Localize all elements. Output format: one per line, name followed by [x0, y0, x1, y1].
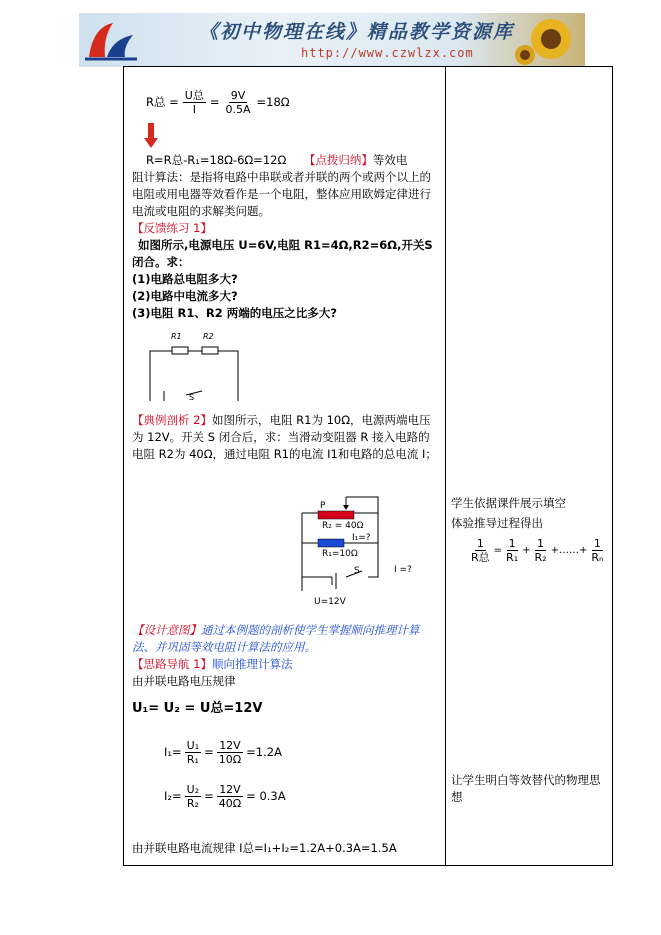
voltage-equation: U₁= U₂ = U总=12V [132, 701, 263, 716]
guide-heading: 【思路导航 1】顺向推理计算法 [132, 657, 293, 671]
parallel-circuit-diagram [292, 493, 392, 603]
exercise-stem: 如图所示,电源电压 U=6V,电阻 R1=4Ω,R2=6Ω,开关S 闭合。求： [132, 238, 433, 269]
tip-label: 【点拨归纳】 [303, 153, 373, 167]
feedback-label: 【反馈练习 1】 [132, 221, 212, 235]
circuit2-r1-label: R₁=10Ω [322, 549, 358, 559]
header-title: 《初中物理在线》精品教学资源库 [199, 21, 515, 43]
parallel-voltage-rule: 由并联电路电压规律 [132, 674, 236, 688]
question-2: (2)电路中电流多大? [132, 289, 238, 303]
down-arrow-icon [144, 123, 158, 149]
right-note-1b: 体验推导过程得出 [451, 516, 543, 530]
circuit2-i-label: I =? [394, 565, 412, 575]
circuit1-r2-label: R2 [203, 332, 214, 341]
example-text: 【典例剖析 2】如图所示，电阻 R1为 10Ω，电源两端电压为 12V。开关 S 闭合后，求：当滑动变阻器 R 接入电路的电阻 R2为 40Ω，通过电阻 R1的电流 I1和电路的总电流 I； [132, 413, 437, 461]
parallel-resistance-formula: $\frac{1}{\text{R总}}$ = $\frac{1}{\text{R₁}}$ + $\frac{1}{\text{R₂}}$ +……+ $\frac{1}{\text{Rₙ}}$ [471, 537, 604, 564]
circuit1-r1-label: R1 [171, 332, 182, 341]
lesson-table [123, 66, 613, 866]
question-3: (3)电阻 R1、R2 两端的电压之比多大? [132, 306, 337, 320]
current-rule: 由并联电路电流规律 I总=I₁+I₂=1.2A+0.3A=1.5A [132, 841, 397, 855]
tip-text: 阻计算法：是指将电路中串联或者并联的两个或两个以上的电阻或用电器等效看作是一个电阻，整体应用欧姆定律进行电流或电阻的求解类问题。 [132, 170, 431, 218]
sunflower-icon [511, 15, 581, 67]
question-1: (1)电路总电阻多大? [132, 272, 238, 286]
circuit2-u-label: U=12V [314, 597, 346, 607]
i2-calculation: I₂= $\frac{\text{U₂}}{\text{R₂}}$ = $\frac{12V}{40\Omega}$ = 0.3A [164, 783, 286, 810]
design-intent: 【设计意图】通过本例题的剖析使学生掌握顺向推理计算法、并巩固等效电阻计算法的应用。 [132, 623, 420, 654]
circuit2-i1-label: I₁=? [352, 533, 371, 543]
header-url[interactable]: http://www.czwlzx.com [301, 46, 474, 60]
i1-calculation: I₁= $\frac{\text{U₁}}{\text{R₁}}$ = $\frac{12V}{10\Omega}$ =1.2A [164, 739, 282, 766]
circuit2-switch-label: S [354, 566, 360, 576]
circuit2-r2-label: R₂ = 40Ω [322, 521, 364, 531]
header-banner [79, 13, 585, 67]
right-note-1a: 学生依据课件展示填空 [451, 496, 566, 510]
total-resistance-formula: R总 = $\frac{\text{U总}}{I}$ = $\frac{9V}{0.5A}$ =18Ω [146, 89, 290, 116]
slider-p-label: P [320, 501, 326, 511]
circuit1-switch-label: S [189, 393, 195, 402]
column-divider [445, 67, 446, 865]
resistance-subtraction: R=R总-R₁=18Ω-6Ω=12Ω 【点拨归纳】等效电 [146, 153, 408, 167]
site-logo-icon [83, 17, 139, 63]
right-note-2: 让学生明白等效替代的物理思想 [451, 773, 601, 804]
